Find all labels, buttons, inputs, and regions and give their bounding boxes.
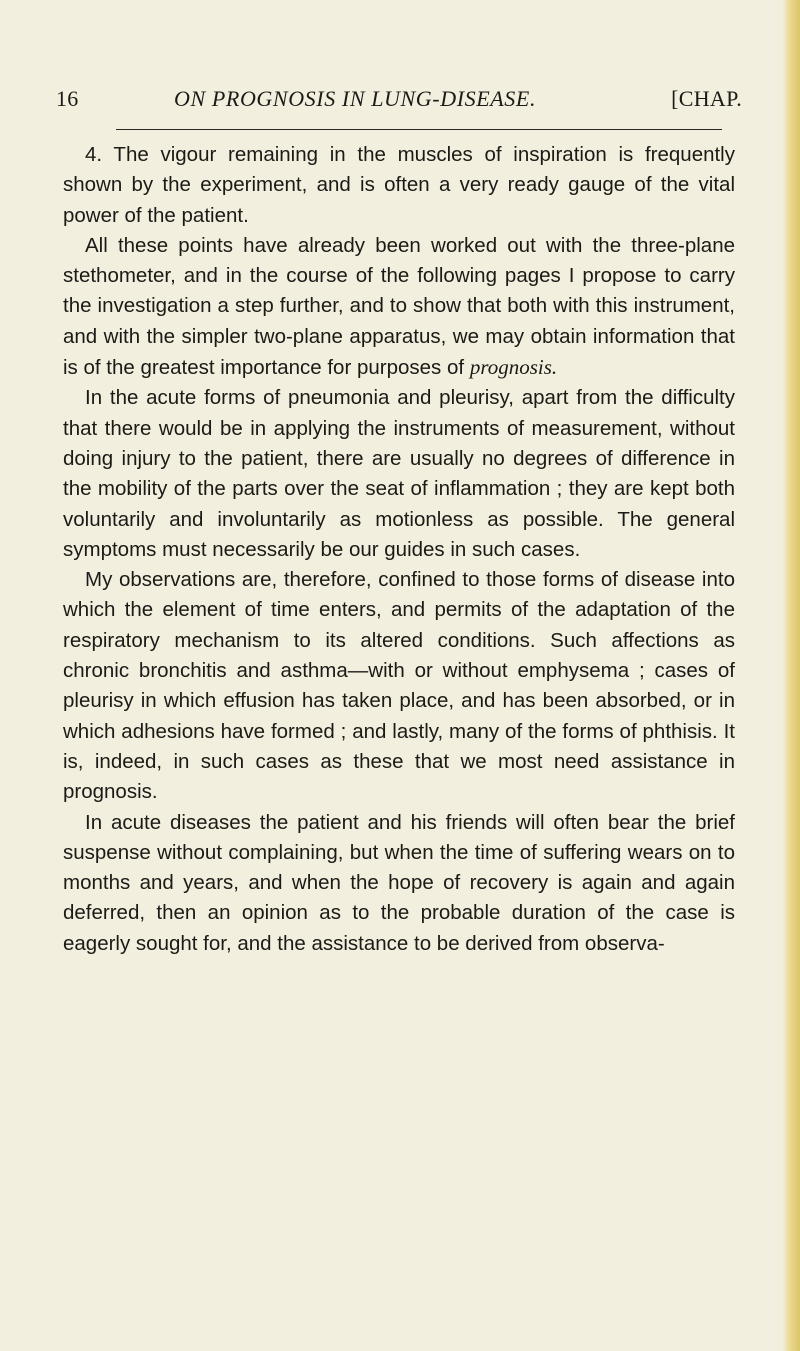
running-header	[56, 86, 742, 116]
paragraph-3: In the acute forms of pneumonia and pleurisy, apart from the difficulty that there would be in applying the instruments of measurement, without doing injury to the patient, there are usually no degrees of difference in the mobility of the parts over the seat of inflammation ; they are kept both voluntarily and involuntarily as motionless as possible. The general symptoms must necessarily be our guides in such cases.	[63, 386, 735, 561]
paragraph-2-text: All these points have already been worked out with the three-plane stethometer, and in the course of the following pages I propose to carry the investigation a step further, and to show that both with this instrument, and with the simpler two-plane apparatus, we may obtain information that is of the greatest importance for purposes of	[63, 233, 735, 380]
page-edge-tint	[782, 0, 800, 1351]
chapter-label: [CHAP.	[671, 86, 742, 111]
running-title: ON PROGNOSIS IN LUNG-DISEASE.	[174, 86, 537, 111]
paragraph-2	[63, 231, 735, 383]
page-number: 16	[56, 86, 79, 111]
header-rule	[116, 129, 722, 130]
paragraph-2-italic: prognosis.	[469, 355, 558, 380]
paragraph-1: 4. The vigour remaining in the muscles of inspiration is frequently shown by the experiment, and is often a very ready gauge of the vital power of the patient.	[63, 143, 735, 227]
paragraph-5: In acute diseases the patient and his friends will often bear the brief suspense without complaining, but when the time of suffering wears on to months and years, and when the hope of recovery is again and again deferred, then an opinion as to the probable duration of the case is eagerly sought for, and the assistance to be derived from observa-	[63, 810, 735, 955]
body-text	[63, 140, 735, 959]
paragraph-4: My observations are, therefore, confined to those forms of disease into which the element of time enters, and permits of the adaptation of the respiratory mechanism to its altered conditions. Such affections as chronic bronchitis and asthma—with or without emphysema ; cases of pleurisy in which effusion has taken place, and has been absorbed, or in which adhesions have formed ; and lastly, many of the forms of phthisis. It is, indeed, in such cases as these that we most need assistance in prognosis.	[63, 568, 735, 804]
